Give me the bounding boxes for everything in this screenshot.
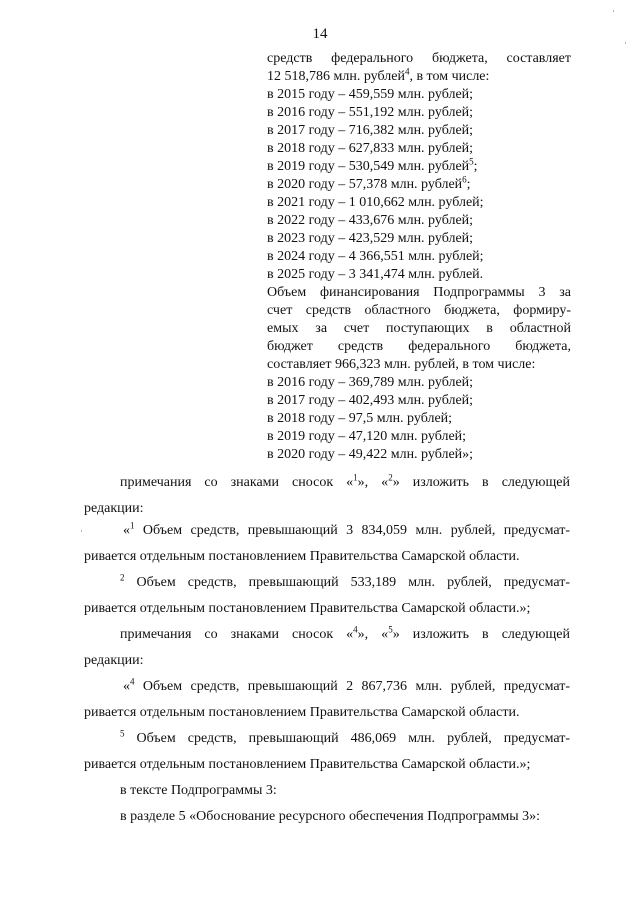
paragraph	[84, 674, 570, 726]
funding-line: Объем финансирования Подпрограммы 3 за	[267, 285, 571, 300]
text-line: «$^1$ Объем средств, превышающий 3 834,059 млн. рублей, предусмат-	[123, 520, 570, 538]
funding-line: в 2019 году – 530,549 млн. рублей$^5$;	[267, 156, 478, 174]
paragraph	[84, 726, 570, 778]
text-line: в тексте Подпрограммы 3:	[120, 783, 277, 798]
funding-line: в 2021 году – 1 010,662 млн. рублей;	[267, 195, 484, 210]
text-line: $^2$ Объем средств, превышающий 533,189 млн. рублей, предусмат-	[120, 572, 570, 590]
text-line: примечания со знаками сносок «$^4$», «$^5$» изложить в следующей	[120, 624, 570, 642]
paragraph	[84, 804, 570, 830]
funding-line: в 2017 году – 402,493 млн. рублей;	[267, 393, 474, 408]
paragraph	[84, 518, 570, 570]
funding-line: счет средств областного бюджета, формиру-	[267, 303, 571, 318]
footnote-marker: 6	[462, 174, 467, 185]
funding-line: составляет 966,323 млн. рублей, в том числе:	[267, 357, 536, 372]
funding-line: в 2022 году – 433,676 млн. рублей;	[267, 213, 474, 228]
paragraph	[84, 622, 570, 674]
footnote-marker: 2	[388, 472, 393, 483]
footnote-marker: 5	[388, 624, 393, 635]
footnote-marker: 4	[130, 676, 135, 687]
text-line: редакции:	[84, 653, 144, 668]
footnote-marker: 4	[404, 66, 410, 77]
text-line: ривается отдельным постановлением Правительства Самарской области.»;	[84, 757, 531, 772]
scan-mark: ·	[80, 526, 83, 536]
page-number: 14	[312, 26, 328, 42]
funding-line: в 2018 году – 627,833 млн. рублей;	[267, 141, 474, 156]
footnote-marker: 1	[353, 472, 358, 483]
funding-line: в 2023 году – 423,529 млн. рублей;	[267, 231, 474, 246]
funding-line: в 2016 году – 369,789 млн. рублей;	[267, 375, 474, 390]
text-line: примечания со знаками сносок «$^1$», «$^2$» изложить в следующей	[120, 472, 570, 490]
paragraph	[84, 570, 570, 622]
funding-line: в 2016 году – 551,192 млн. рублей;	[267, 105, 474, 120]
scan-mark: ·	[612, 6, 615, 16]
footnote-marker: 4	[353, 624, 358, 635]
text-line: в разделе 5 «Обоснование ресурсного обеспечения Подпрограммы 3»:	[120, 809, 540, 824]
funding-line: емых за счет поступающих в областной	[267, 321, 571, 336]
scan-mark: ·	[624, 38, 627, 48]
funding-line: в 2019 году – 47,120 млн. рублей;	[267, 429, 467, 444]
paragraph	[84, 470, 570, 522]
funding-line: 12 518,786 млн. рублей$^4$, в том числе:	[267, 66, 490, 84]
footnote-marker: 1	[130, 520, 135, 531]
text-line: ривается отдельным постановлением Правительства Самарской области.»;	[84, 601, 531, 616]
funding-line: в 2024 году – 4 366,551 млн. рублей;	[267, 249, 484, 264]
text-line: редакции:	[84, 501, 144, 516]
paragraph	[84, 778, 570, 804]
footnote-marker: 5	[469, 156, 474, 167]
funding-line: в 2017 году – 716,382 млн. рублей;	[267, 123, 474, 138]
text-line: ривается отдельным постановлением Правительства Самарской области.	[84, 705, 520, 720]
text-line: «$^4$ Объем средств, превышающий 2 867,736 млн. рублей, предусмат-	[123, 676, 570, 694]
footnote-marker: 2	[120, 572, 125, 583]
text-line: ривается отдельным постановлением Правительства Самарской области.	[84, 549, 520, 564]
footnote-marker: 5	[120, 728, 125, 739]
funding-line: в 2018 году – 97,5 млн. рублей;	[267, 411, 453, 426]
funding-line: средств федерального бюджета, составляет	[267, 51, 571, 66]
funding-line: в 2020 году – 57,378 млн. рублей$^6$;	[267, 174, 471, 192]
text-line: $^5$ Объем средств, превышающий 486,069 млн. рублей, предусмат-	[120, 728, 570, 746]
funding-line: бюджет средств федерального бюджета,	[267, 339, 571, 354]
funding-line: в 2015 году – 459,559 млн. рублей;	[267, 87, 474, 102]
funding-right-column	[267, 50, 571, 464]
funding-line: в 2025 году – 3 341,474 млн. рублей.	[267, 267, 484, 282]
funding-line: в 2020 году – 49,422 млн. рублей»;	[267, 447, 474, 462]
